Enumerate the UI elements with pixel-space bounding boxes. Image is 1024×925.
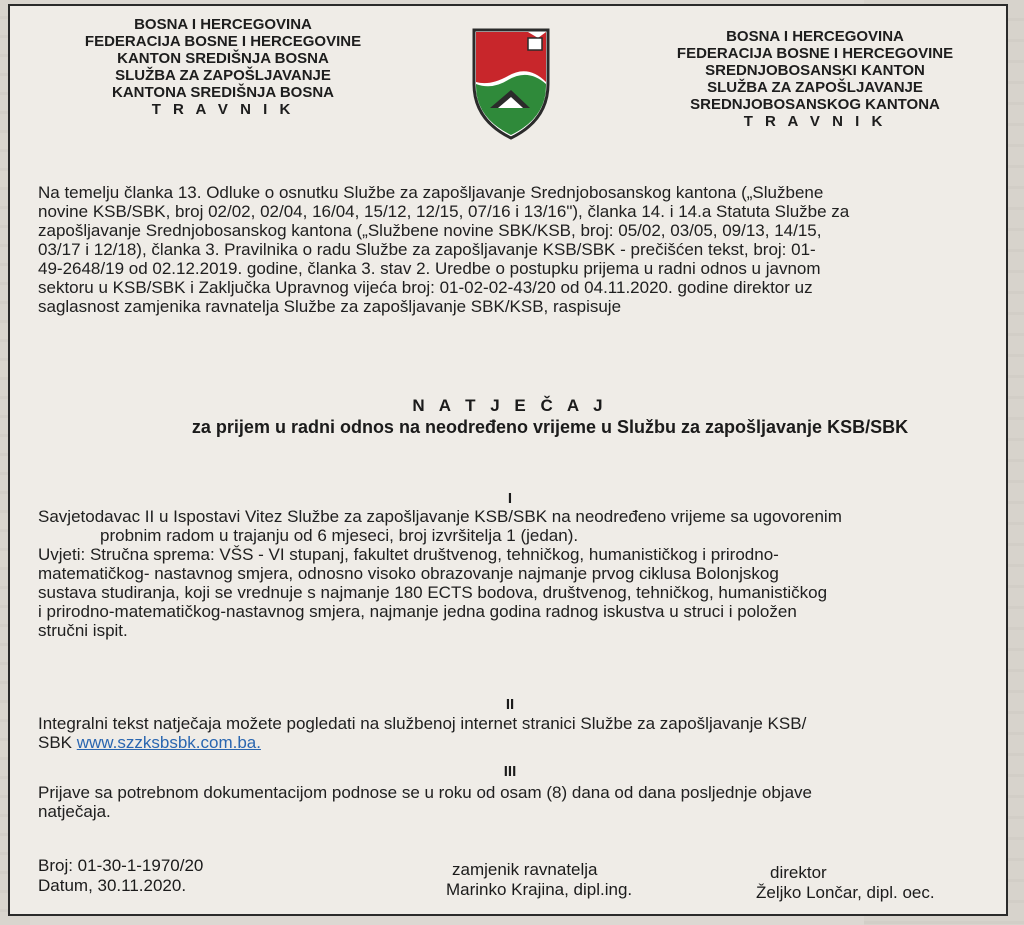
- website-link[interactable]: www.szzksbsbk.com.ba.: [76, 733, 261, 752]
- director-name: Željko Lončar, dipl. oec.: [756, 883, 935, 902]
- section-number: III: [503, 763, 517, 780]
- intro-line: 03/17 i 12/18), članka 3. Pravilnika o radu Službe za zapošljavanje KSB/SBK - prečišćen tekst, broj: 01-: [38, 240, 816, 259]
- coat-of-arms-icon: [468, 24, 554, 142]
- section-1-line: matematičkog- nastavnog smjera, odnosno visoko obrazovanje najmanje prvog ciklusa Bolonjskog: [38, 564, 779, 583]
- section-1: [38, 507, 988, 640]
- section-number: II: [505, 696, 515, 713]
- section-1-line: Savjetodavac II u Ispostavi Vitez Službe za zapošljavanje KSB/SBK na neodređeno vrijeme sa ugovorenim: [38, 507, 842, 526]
- reference-date: Datum, 30.11.2020.: [38, 876, 187, 895]
- section-1-line: stručni ispit.: [38, 621, 128, 640]
- notice-title: N A T J E Č A J: [412, 396, 608, 415]
- section-1-line: probnim radom u trajanju od 6 mjeseci, broj izvršitelja 1 (jedan).: [100, 526, 579, 545]
- intro-line: 49-2648/19 od 02.12.2019. godine, članka 3. stav 2. Uredbe o postupku prijema u radni odnos u javnom: [38, 259, 821, 278]
- director-title: direktor: [770, 863, 827, 882]
- deputy-signature: [446, 860, 706, 900]
- deputy-title: zamjenik ravnatelja: [452, 860, 598, 879]
- intro-line: saglasnost zamjenika ravnatelja Službe za zapošljavanje SBK/KSB, raspisuje: [38, 297, 622, 316]
- header-left: [58, 16, 388, 118]
- header-left-line: BOSNA I HERCEGOVINA: [134, 16, 312, 33]
- header-right-line: SREDNJOBOSANSKOG KANTONA: [690, 96, 940, 113]
- header-right: [650, 28, 980, 130]
- header-right-line: SLUŽBA ZA ZAPOŠLJAVANJE: [707, 79, 923, 96]
- header-left-line: SLUŽBA ZA ZAPOŠLJAVANJE: [115, 67, 331, 84]
- section-2-line: Integralni tekst natječaja možete pogledati na službenoj internet stranici Službe za zapošljavanje KSB/: [38, 714, 807, 733]
- reference-number: Broj: 01-30-1-1970/20: [38, 856, 204, 875]
- section-1-line: Uvjeti: Stručna sprema: VŠS - VI stupanj, fakultet društvenog, tehničkog, humanističkog i prirodno-: [38, 545, 779, 564]
- notice-subtitle: za prijem u radni odnos na neodređeno vrijeme u Službu za zapošljavanje KSB/SBK: [191, 417, 909, 437]
- deputy-name: Marinko Krajina, dipl.ing.: [446, 880, 633, 899]
- section-3-line: natječaja.: [38, 802, 111, 821]
- intro-line: zapošljavanje Srednjobosanskog kantona („Službene novine SBK/KSB, broj: 05/02, 03/05, 09/13, 14/15,: [38, 221, 822, 240]
- section-3: [38, 783, 988, 821]
- section-1-line: i prirodno-matematičkog-nastavnog smjera, najmanje jedna godina radnog iskustva u struci i položen: [38, 602, 797, 621]
- section-2-line: [38, 733, 988, 752]
- job-notice: [8, 4, 1008, 916]
- section-2-prefix: SBK: [38, 733, 77, 752]
- intro-line: Na temelju članka 13. Odluke o osnutku Službe za zapošljavanje Srednjobosanskog kantona („Službene: [38, 183, 824, 202]
- header-left-line: KANTONA SREDIŠNJA BOSNA: [112, 84, 334, 101]
- director-signature: [756, 863, 996, 903]
- section-3-line: Prijave sa potrebnom dokumentacijom podnose se u roku od osam (8) dana od dana posljednje objave: [38, 783, 812, 802]
- section-number: I: [507, 490, 513, 507]
- reference-block: [38, 856, 278, 896]
- header-right-line: BOSNA I HERCEGOVINA: [726, 28, 904, 45]
- header-right-line: SREDNJOBOSANSKI KANTON: [705, 62, 925, 79]
- intro-line: novine KSB/SBK, broj 02/02, 02/04, 16/04, 15/12, 12/15, 07/16 i 13/16"), članka 14. i 14.a Statuta Službe za: [38, 202, 850, 221]
- header-left-line: KANTON SREDIŠNJA BOSNA: [117, 50, 329, 67]
- header-right-line: FEDERACIJA BOSNE I HERCEGOVINE: [676, 45, 954, 62]
- section-1-line: sustava studiranja, koji se vrednuje s najmanje 180 ECTS bodova, društvenog, tehničkog, humanističkog: [38, 583, 828, 602]
- header-left-line: FEDERACIJA BOSNE I HERCEGOVINE: [84, 33, 362, 50]
- section-2: [38, 714, 988, 752]
- header-right-city: T R A V N I K: [743, 113, 887, 130]
- header-left-city: T R A V N I K: [151, 101, 295, 118]
- intro-paragraph: [38, 183, 988, 316]
- intro-line: sektoru u KSB/SBK i Zaključka Upravnog vijeća broj: 01-02-02-43/20 od 04.11.2020. godine direktor uz: [38, 278, 813, 297]
